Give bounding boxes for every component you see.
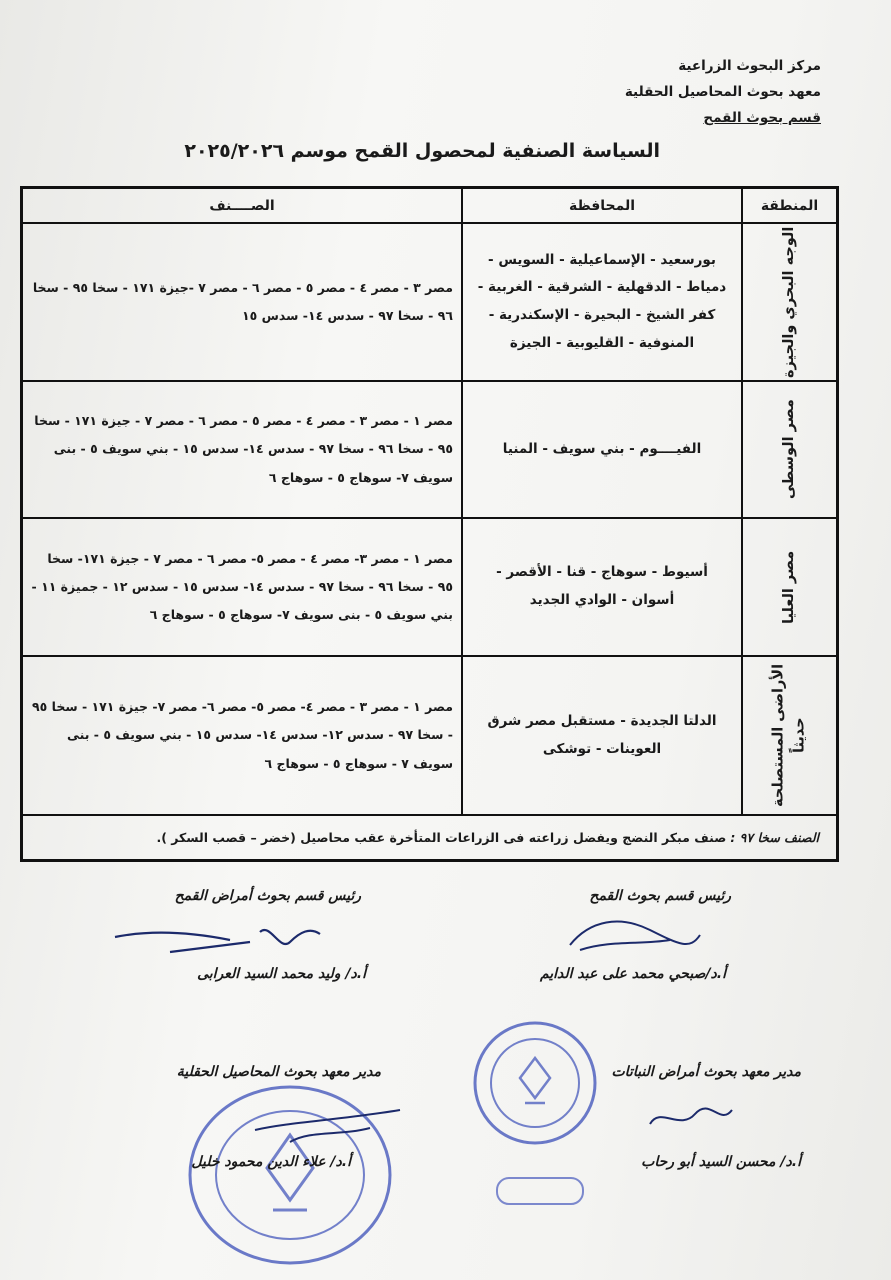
handwritten-signature xyxy=(250,1100,410,1150)
header-institute: معهد بحوث المحاصيل الحقلية xyxy=(624,84,821,100)
handwritten-signature xyxy=(640,1096,740,1136)
footnote-text: صنف مبكر النضج ويفضل زراعته فى الزراعات المتأخرة عقب محاصيل (خضر – قصب السكر ). xyxy=(156,829,727,845)
governorate-cell: الفيــــوم - بني سويف - المنيا xyxy=(502,440,702,457)
variety-table xyxy=(20,186,839,862)
header-governorate: المحافظة xyxy=(568,197,636,214)
region-cell: مصر العليا xyxy=(780,550,797,624)
signature-name: أ.د/ وليد محمد السيد العرابى xyxy=(197,966,366,982)
official-stamp xyxy=(470,1018,600,1148)
document-title: السياسة الصنفية لمحصول القمح موسم ٢٠٢٥/٢٠٢٦ xyxy=(184,140,660,162)
variety-cell: مصر ١ - مصر ٣- مصر ٤ - مصر ٥- مصر ٦ - مصر ٧ - جيزة ١٧١- سخا ٩٥ - سخا ٩٦ - سخا ٩٧ - سدس ١٤- سدس ١٥ - سدس ١٢ - جميزة ١١ - بني سويف ٥ - بنى سويف ٧- سوهاج ٥ - سوهاج ٦ xyxy=(31,550,453,623)
signature-title: مدير معهد بحوث أمراض النباتات xyxy=(611,1064,801,1080)
signature-name: أ.د/ محسن السيد أبو رحاب xyxy=(641,1154,801,1170)
region-cell: الأراضى المستصلحة حديثاً xyxy=(770,663,808,808)
header-variety: الصــــنف xyxy=(209,197,275,214)
variety-cell: مصر ٣ - مصر ٤ - مصر ٥ - مصر ٦ - مصر ٧ -جيزة ١٧١ - سخا ٩٥ - سخا ٩٦ - سخا ٩٧ - سدس ١٤- سدس ١٥ xyxy=(32,279,453,323)
variety-cell: مصر ١ - مصر ٣ - مصر ٤- مصر ٥- مصر ٦- مصر ٧- جيزة ١٧١ - سخا ٩٥ - سخا ٩٧ - سدس ١٢- سدس ١٤- سدس ١٥ - بني سويف ٥ - بنى سويف ٧ - سوهاج ٥ - سوهاج ٦ xyxy=(32,699,453,771)
variety-cell: مصر ١ - مصر ٣ - مصر ٤ - مصر ٥ - مصر ٦ - مصر ٧ - جيزة ١٧١ - سخا ٩٥ - سخا ٩٦ - سخا ٩٧ - سدس ١٤- سدس ١٥ - بني سويف ٥ - بنى سويف ٧- سوهاج ٥ - سوهاج ٦ xyxy=(34,413,453,485)
header-department: قسم بحوث القمح xyxy=(703,110,821,126)
stamp-number-box xyxy=(495,1176,585,1206)
footnote-label: الصنف سخا ٩٧ : xyxy=(730,829,819,845)
header-region: المنطقة xyxy=(760,197,819,214)
governorate-cell: الدلتا الجديدة - مستقبل مصر شرق العوينات - توشكى xyxy=(487,712,717,757)
footnote xyxy=(20,816,833,858)
region-cell: الوجه البحري والجيزة xyxy=(780,226,797,378)
handwritten-signature xyxy=(110,912,330,962)
signature-name: أ.د/ علاء الدين محمود خليل xyxy=(191,1154,351,1170)
signature-title: مدير معهد بحوث المحاصيل الحقلية xyxy=(176,1064,381,1080)
region-cell: مصر الوسطى xyxy=(780,399,797,500)
signature-title: رئيس قسم بحوث القمح xyxy=(589,888,731,904)
handwritten-signature xyxy=(560,910,710,960)
signature-name: أ.د/صبحي محمد على عبد الدايم xyxy=(539,966,726,982)
governorate-cell: أسيوط - سوهاج - قنا - الأقصر - أسوان - الوادي الجديد xyxy=(496,564,708,608)
signature-title: رئيس قسم بحوث أمراض القمح xyxy=(174,888,361,904)
governorate-cell: بورسعيد - الإسماعيلية - السويس - دمياط - الدقهلية - الشرقية - الغربية - كفر الشيخ - البحيرة - الإسكندرية - المنوفية - القليوبية - الجيزة xyxy=(477,251,727,351)
header-org: مركز البحوث الزراعية xyxy=(678,58,821,74)
